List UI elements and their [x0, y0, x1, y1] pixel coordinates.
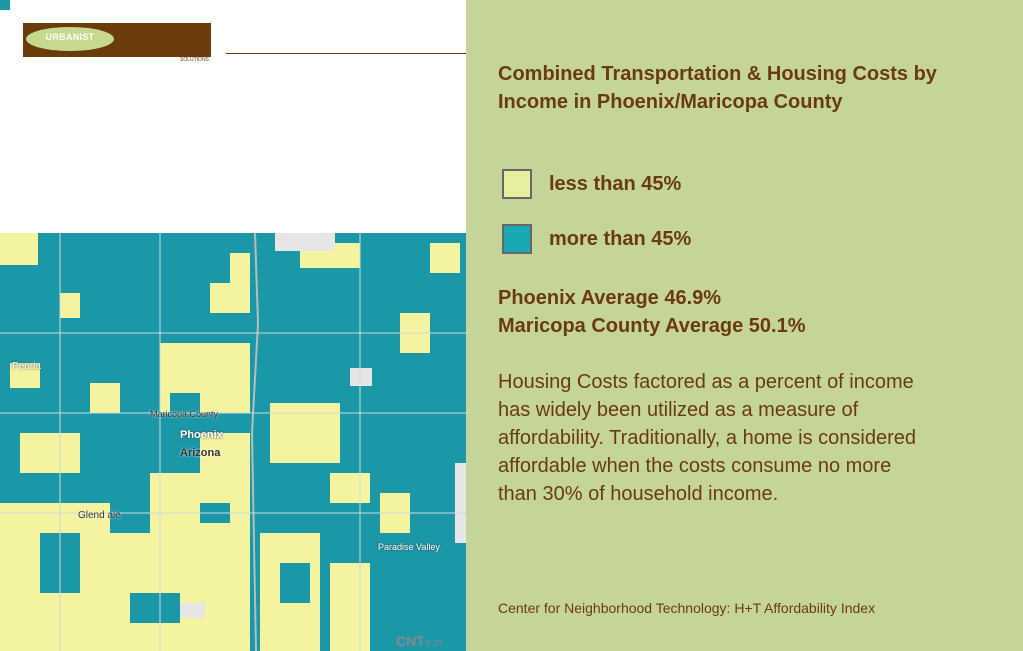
credit-text: CNT [396, 633, 425, 649]
label-phoenix: Phoenix [180, 429, 223, 441]
urbanist-logo [23, 23, 211, 57]
map-credit [396, 633, 442, 649]
label-glendale: Glend ale [78, 510, 121, 521]
label-paradise-valley: Paradise Valley [378, 542, 440, 552]
info-panel [466, 0, 1023, 651]
label-peoria: Peoria [12, 361, 41, 372]
logo-oval [26, 27, 114, 51]
map-graphic [0, 233, 466, 651]
affordability-map [0, 233, 466, 651]
source-citation: Center for Neighborhood Technology: H+T Affordability Index [498, 600, 876, 616]
phoenix-average: Phoenix Average 46.9% [498, 287, 722, 309]
legend-swatch-teal [502, 224, 532, 254]
logo-sub: SOLUTIONS [180, 57, 209, 63]
legend-label-less: less than 45% [549, 173, 682, 195]
label-maricopa-county: Maricopa County [150, 409, 219, 419]
logo-name: URBANIST [45, 32, 95, 42]
legend-swatch-yellow [502, 169, 532, 199]
body-text: Housing Costs factored as a percent of income has widely been utilized as a measure of affordability. Traditionally, a home is considered affordable when the costs consume no more than 30% of household income. [498, 371, 916, 505]
legend-label-more: more than 45% [549, 228, 692, 250]
panel-title: Combined Transportation & Housing Costs by Income in Phoenix/Maricopa County [498, 63, 937, 113]
header-rule [226, 53, 466, 54]
corner-mark [0, 0, 10, 10]
county-average: Maricopa County Average 50.1% [498, 315, 806, 337]
credit-suffix: © 20 [424, 639, 442, 648]
averages [498, 284, 806, 340]
label-arizona: Arizona [180, 447, 221, 459]
